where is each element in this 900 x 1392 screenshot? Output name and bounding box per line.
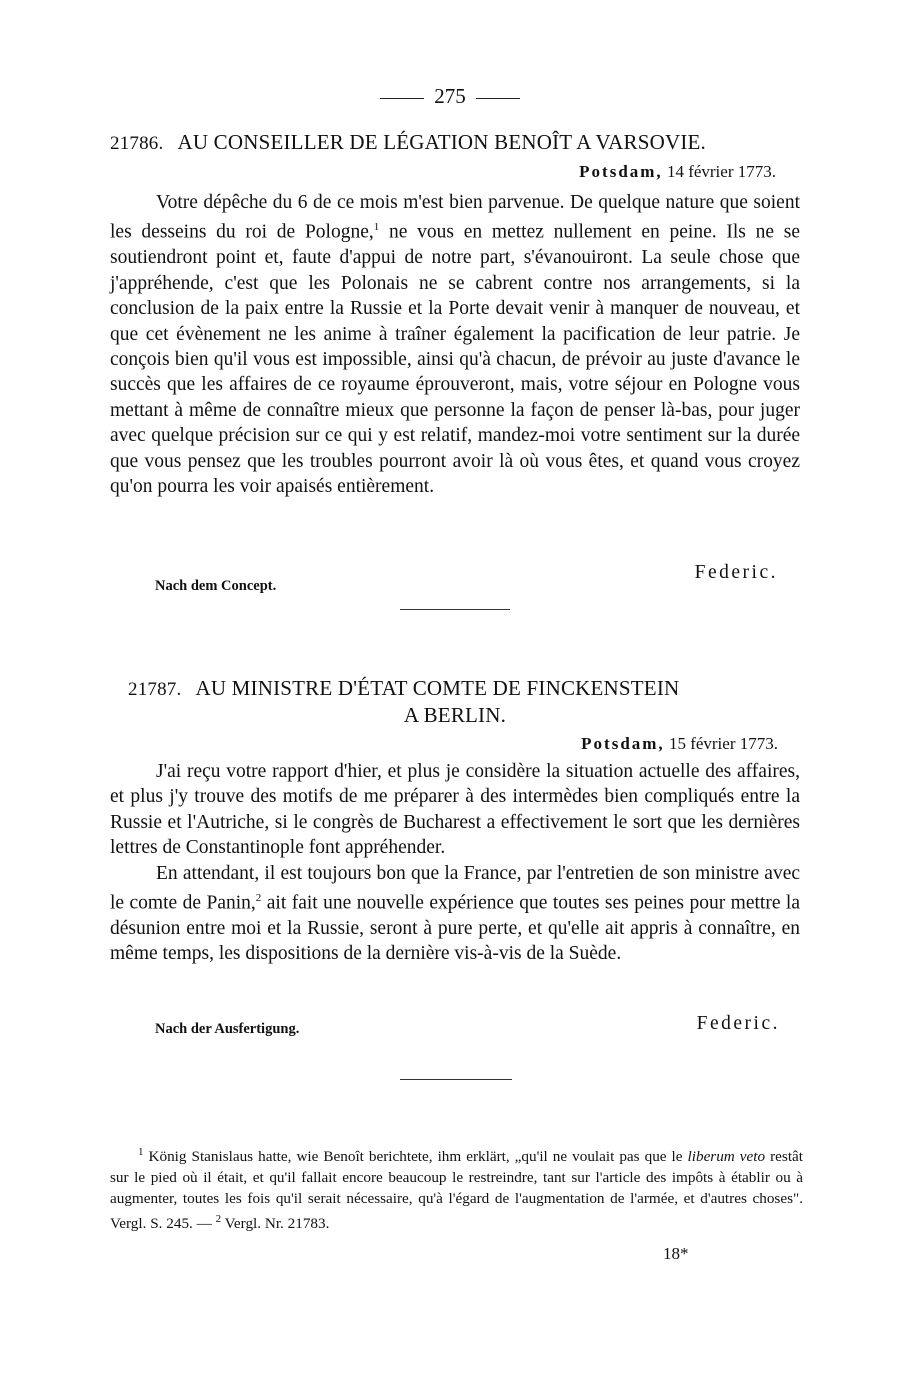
letter1-paragraph — [110, 190, 800, 499]
footnote-1-italic: liberum veto — [687, 1148, 766, 1166]
letter2-paragraph-2 — [110, 861, 800, 967]
letter2-heading — [128, 676, 808, 701]
letter1-number: 21786. — [110, 133, 164, 154]
letter2-title-line1: AU MINISTRE D'ÉTAT COMTE DE FINCKENSTEIN — [195, 676, 680, 700]
footnotes — [110, 1142, 803, 1234]
footnote-2-marker: 2 — [215, 1213, 222, 1226]
footnote-ref-2: 2 — [255, 892, 262, 905]
page-number — [0, 84, 900, 109]
letter1-dateline — [579, 162, 776, 182]
section-divider-1 — [400, 609, 510, 610]
letter1-signature: Federic. — [694, 562, 778, 583]
letter2-para2-part2: ait fait une nouvelle expérience que toutes ses peines pour mettre la désunion entre moi et la Russie, seront à pure perte, et qu'elle ait appris à connaître, en même temps, les dispositions de la dernière vis-à-vis de la Suède. — [110, 892, 801, 965]
letter2-heading-line2: A BERLIN. — [403, 703, 507, 727]
footnote-2-text: Vergl. Nr. 21783. — [221, 1215, 330, 1233]
letter2-number: 21787. — [128, 679, 182, 700]
page-number-text: 275 — [434, 84, 466, 108]
footnote-ref-1: 1 — [373, 221, 380, 234]
page-number-dash-left — [380, 98, 424, 99]
letter1-place: Potsdam, — [579, 162, 663, 181]
footnote-1-text-b: restât sur le pied où il était, et qu'il fallait encore beaucoup le restreindre, tant sur l'article des impôts à établir ou à augmenter, toutes les fois qu'il serait nécessaire, qu'à l'égard de l'augmentation de l'armée, et d'autres choses". Vergl. S. 245. — — [110, 1148, 803, 1233]
letter2-place: Potsdam, — [581, 734, 665, 753]
letter1-heading — [110, 130, 810, 155]
letter1-date: 14 février 1773. — [666, 162, 776, 181]
letter1-body-part1: Votre dépêche du 6 de ce mois m'est bien parvenue. De quelque nature que soient les desseins du roi de Pologne, — [110, 192, 800, 243]
letter1-body-part2: ne vous en mettez nullement en peine. Ils ne se soutiendront point et, faute d'appui de notre part, s'évanouiront. La seule chose que j'appréhende, c'est que les Polonais ne se cabrent contre nos arrangements, si la conclusion de la paix entre la Russie et la Porte devait venir à manquer de nouveau, et que cet évènement ne les anime à traîner également la pacification de leur patrie. Je conçois bien qu'il vous est impossible, ainsi qu'à chacun, de prévoir au juste d'avance le succès que les affaires de ce royaume éprouveront, mais, votre séjour en Pologne vous mettant à même de connaître mieux que personne la façon de penser là-bas, pour juger avec quelque précision sur ce qui y est relatif, mandez-moi votre sentiment sur la durée que vous pensez que les troubles pourront avoir là où vous êtes, et quand vous croyez qu'on pourra les voir apaisés entièrement. — [110, 221, 800, 497]
section-divider-2 — [400, 1079, 512, 1080]
letter1-source: Nach dem Concept. — [155, 578, 277, 594]
page-number-dash-right — [476, 98, 520, 99]
letter1-body — [110, 190, 800, 499]
printer-signature-mark: 18* — [663, 1244, 689, 1263]
letter2-signature: Federic. — [696, 1013, 780, 1034]
footnote-1-text-a: König Stanislaus hatte, wie Benoît berichtete, ihm erklärt, „qu'il ne voulait pas que le — [143, 1148, 688, 1166]
letter2-dateline — [581, 734, 778, 754]
letter2-date: 15 février 1773. — [668, 734, 778, 753]
letter1-title: AU CONSEILLER DE LÉGATION BENOÎT A VARSOVIE. — [177, 130, 707, 154]
letter2-source: Nach der Ausfertigung. — [155, 1021, 300, 1037]
footnote-text — [110, 1142, 803, 1234]
letter2-para2-part1: En attendant, il est toujours bon que la France, par l'entretien de son ministre avec le comte de Panin, — [110, 862, 800, 914]
letter2-body — [110, 759, 800, 967]
letter2-paragraph-1: J'ai reçu votre rapport d'hier, et plus je considère la situation actuelle des affaires, et plus j'y trouve des motifs de me préparer à des intermèdes bien compliqués entre la Russie et l'Autriche, si le congrès de Bucharest a effectivement le sort que les dernières lettres de Constantinople font appréhender. — [110, 761, 800, 859]
footnote-1-marker: 1 — [138, 1146, 144, 1158]
